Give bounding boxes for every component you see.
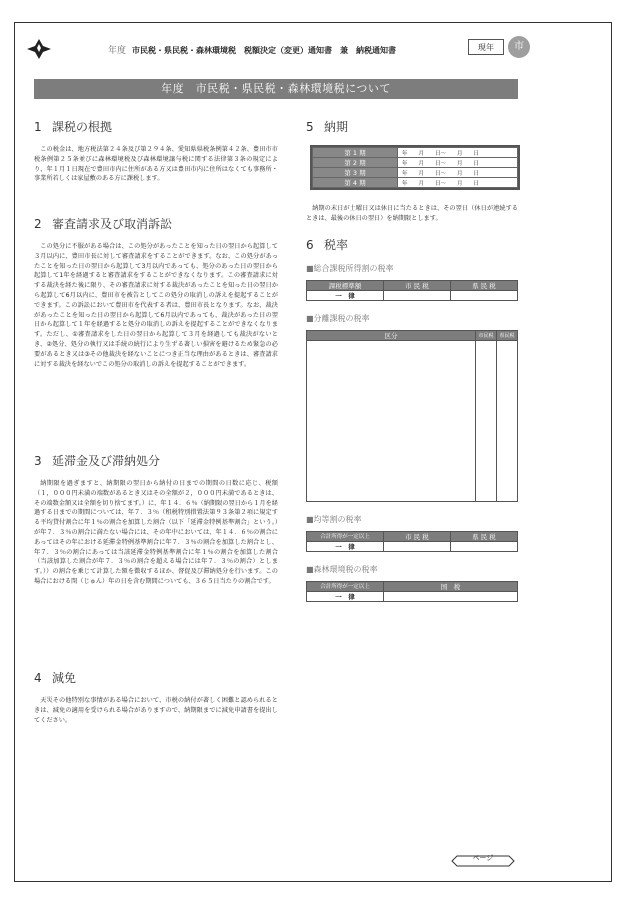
document-header [108,43,396,56]
taxation-basis-text: この税金は、地方税法第２４条及び第２９４条、愛知県県税条例第４２条、豊田市市税条例第２５条並びに森林環境税及び森林環境譲与税に関する法律第３条の規定により、年１月１日現在で豊田市内に住所がある方又は豊田市内に住所はなくても事務所・事業所若しくは家屋敷のある方に課税します。 [34,146,278,183]
forest-tax-rate-table: 合計所得が一定以上 国 税 一 律 [306,581,518,602]
section-heading-late-fee: 3 延滞金及び滞納処分 [34,454,161,468]
section-heading-appeal: 2 審査請求及び取消訴訟 [34,217,173,231]
subheading-forest-tax-rate: ■森林環境税の税率 [306,564,378,574]
section-heading-payment-periods: 5 納期 [306,120,349,134]
subheading-separate-rate: ■分離課税の税率 [306,313,370,323]
left-column [34,118,278,725]
current-year-box: 現年 [468,39,504,55]
late-fee-text: 納期限を過ぎますと、納期限の翌日から納付の日までの期間の日数に応じ、税額（１，０００円未満の端数があるとき又はその全額が２，０００円未満であるときは、その端数金額又は全額を切り捨てます。）に、年１４．６％（納期限の翌日から１月を経過する日までの期間については、年７．３％（租税特別措置法第９３条第２項に規定する平均貸付割合に年１％の割合を加算した割合（以下「延滞金特例基準割合」という。）が年７．３％の割合に満たない場合には、その年中においては、年１４．６％の割合にあってはその年における延滞金特例基準割合に年７．３％の割合を加算した割合とし、年７．３％の割合にあっては当該延滞金特例基準割合に年１％の割合を加算した割合（当該加算した割合が年７．３％の割合を超える場合には年７．３％の割合）とします。））の割合を乗じて計算した額を徴収するほか、督促及び滞納処分を行います。この場合における閏（じゅん）年の日を含む期間についても、３６５日当たりの割合です。 [34,480,278,585]
income-rate-table: 課税標準額 市 民 税 県 民 税 一 律 [306,280,518,301]
appeal-text: この処分に不服がある場合は、この処分があったことを知った日の翌日から起算して３月以内に、豊田市長に対して審査請求をすることができます。なお、この処分があったことを知った日の翌日から起算して3月以内であっても、処分のあった日の翌日から起算して1年を経過すると審査請求をすることができなくなります。この審査請求に対する裁決を経た後に限り、その審査請求に対する裁決があったことを知った日の翌日から起算して6月以内に、豊田市を被告としてこの処分の取消しの訴えを提起することができます。この訴訟において豊田市を代表する者は、豊田市長となります。なお、裁決があったことを知った日の翌日から起算して6月以内であっても、裁決があった日の翌日から起算して１年を経過すると処分の取消しの訴えを提起することができなくなります。ただし、①審査請求をした日の翌日から起算して３月を経過しても裁決がないとき、②処分、処分の執行又は手続の続行により生ずる著しい損害を避けるため緊急の必要があるとき又は③その他裁決を経ないことにつき正当な理由があるときは、審査請求に対する裁決を経ないでこの処分の取消しの訴えを提起することができます。 [34,243,278,368]
section-heading-reduction: 4 減免 [34,671,77,685]
period-row: 第 3 期 年 月 日～ 月 日 [313,168,518,178]
section-heading-tax-rates: 6 税率 [306,237,349,252]
header-year-label: 年度 [108,46,127,56]
subheading-per-capita-rate: ■均等割の税率 [306,514,362,524]
page-label: ページ [472,854,494,862]
separate-rate-table: 区分 市民税 県民税 [306,330,518,502]
reduction-text: 天災その他特別な事情がある場合において、市税の納付が著しく困難と認められるときは、減免の適用を受けられる場合がありますので、納期限までに減免申請書を提出してください。 [34,697,278,724]
period-row: 第 2 期 年 月 日～ 月 日 [313,158,518,168]
header-title: 市民税・県民税・森林環境税 税額決定（変更）通知書 兼 納税通知書 [132,46,397,55]
city-badge: 市 [508,36,530,58]
period-row: 第 1 期 年 月 日～ 月 日 [313,148,518,158]
subheading-income-rate: ■総合課税所得割の税率 [306,263,394,273]
city-emblem-icon [26,38,52,60]
page-indicator [451,852,515,864]
period-row: 第 4 期 年 月 日～ 月 日 [313,178,518,188]
right-column [306,118,518,602]
page-title-banner: 年度 市民税・県民税・森林環境税について [34,79,518,99]
per-capita-rate-table: 合計所得が一定以上 市 民 税 県 民 税 一 律 [306,531,518,552]
payment-period-note: 納期の末日が土曜日又は休日に当たるときは、その翌日（休日が連続するときは、最後の休日の翌日）を納期限とします。 [306,205,518,222]
payment-period-table [310,145,520,190]
section-heading-taxation-basis: 1 課税の根拠 [34,120,113,134]
